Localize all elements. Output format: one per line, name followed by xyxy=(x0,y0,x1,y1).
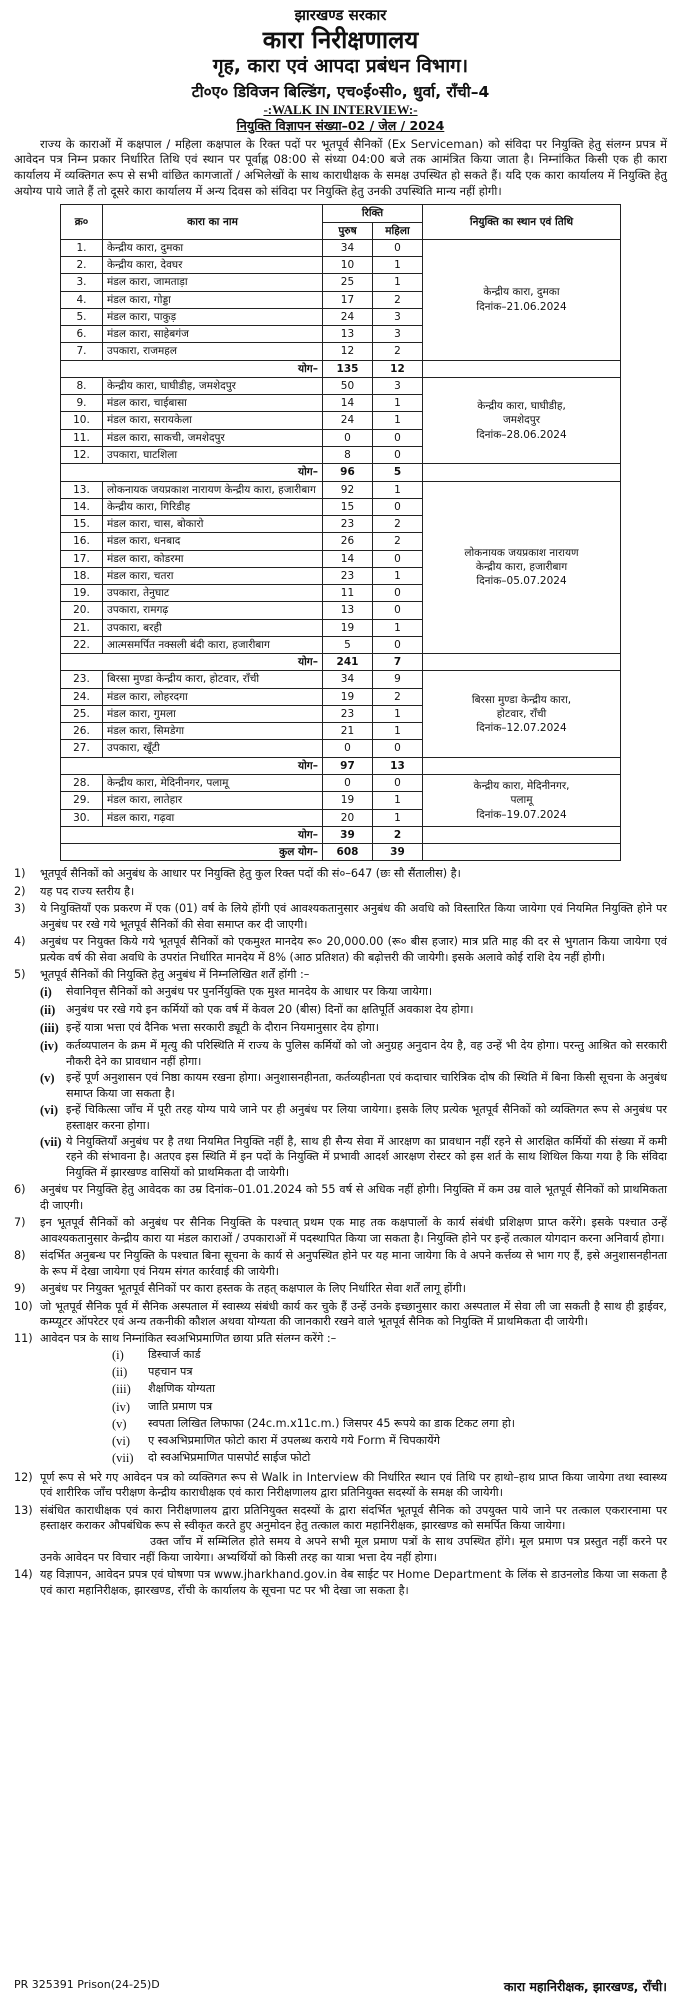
cell-prison-name: केन्द्रीय कारा, दुमका xyxy=(102,239,322,256)
cell-sno: 20. xyxy=(60,602,102,619)
cell-male: 92 xyxy=(322,481,372,498)
term-8: 8) संदर्भित अनुबन्ध पर नियुक्ति के पश्चात बिना सूचना के कार्य से अनुपस्थित होने पर यह माना जायेगा कि वे अपने कर्त्तव्य से भाग गए हैं, इसे अनुशासनहीनता के रूप में देखा जायेगा एवं नियम संगत कार्रवाई की जायेगी। xyxy=(14,1249,667,1278)
cell-male: 20 xyxy=(322,809,372,826)
cell-sno: 1. xyxy=(60,239,102,256)
cell-male: 17 xyxy=(322,291,372,308)
ministry-title: गृह, कारा एवं आपदा प्रबंधन विभाग। xyxy=(212,54,469,77)
cell-sno: 27. xyxy=(60,740,102,757)
terms-list xyxy=(14,866,667,1598)
venue-line: केन्द्रीय कारा, हजारीबाग xyxy=(475,561,568,574)
cell-prison-name: उपकारा, घाटशिला xyxy=(102,446,322,463)
cell-prison-name: मंडल कारा, गुमला xyxy=(102,705,322,722)
term-5-vii: (vii) ये नियुक्तियाँ अनुबंध पर है तथा नियमित नियुक्ति नहीं है, साथ ही सैन्य सेवा में आरक्षण का प्रावधान नहीं रहने से आरक्षित कर्मियों की संख्या में कमी रहने की संभावना है। अतएव इस स्थिति में इन पदों के नियुक्ति में प्रभावी आदर्श आरक्षण रोस्टर को इस शर्त के साथ शिथिल किया गया है कि संविदा नियुक्ति में झारखण्ड वासियों को प्राथमिकता दी जायेगी। xyxy=(40,1134,667,1179)
col-vacancy: रिक्ति xyxy=(322,205,422,222)
signatory: कारा महानिरीक्षक, झारखण्ड, राँची। xyxy=(503,1979,667,1994)
cell-male: 13 xyxy=(322,602,372,619)
subtotal-row xyxy=(60,826,620,843)
cell-sno: 29. xyxy=(60,792,102,809)
term-11: 11) आवेदन पत्र के साथ निम्नांकित स्वअभिप्रमाणित छाया प्रति संलग्न करेंगे :– (i) डिस्चार्ज कार्ड (ii) पहचान पत्र (iii) शैक्षणिक योग्यता (iv) जाति प्रमाण पत्र (v) स्वपता लिखित लिफाफा (24c.m.x11c.m.) जिसपर 45 रूपये का डाक टिकट लगा हो। (vi) ए स्वअभिप्रमाणित फोटो कारा में उपलब्ध कराये गये Form में चिपकायेंगे (vii) दो स्वअभिप्रमाणित पासपोर्ट साईज फोटो xyxy=(14,1331,667,1467)
col-venue: नियुक्ति का स्थान एवं तिथि xyxy=(423,205,621,240)
doc-vii: (vii) दो स्वअभिप्रमाणित पासपोर्ट साईज फोटो xyxy=(112,1451,311,1466)
term-14: 14) यह विज्ञापन, आवेदन प्रपत्र एवं घोषणा पत्र www.jharkhand.gov.in वेब साईट पर Home Department के लिंक से डाउनलोड किया जा सकता है एवं कारा महानिरीक्षक, झारखण्ड, राँची के कार्यालय के सूचना पट पर भी देखा जा सकता है। xyxy=(14,1568,667,1597)
cell-female: 0 xyxy=(372,498,422,515)
term-12: 12) पूर्ण रूप से भरे गए आवेदन पत्र को व्यक्तिगत रूप से Walk in Interview की निर्धारित स्थान एवं तिथि पर हाथो–हाथ प्राप्त किया जायेगा तथा स्वास्थ्य एवं शारीरिक जाँच परीक्षण केन्द्रीय काराधीक्षक एवं कारा निरीक्षणालय द्वारा प्रतिनियुक्त सदस्यों के समक्ष की जायेगी। xyxy=(14,1470,667,1500)
intro-paragraph: राज्य के काराओं में कक्षपाल / महिला कक्षपाल के रिक्त पदों पर भूतपूर्व सैनिकों (Ex Serviceman) को संविदा पर नियुक्ति हेतु संलग्न प्रपत्र में आवेदन पत्र निम्न प्रकार निर्धारित तिथि एवं स्थान पर पूर्वाह्न 08:00 से संध्या 04:00 बजे तक आमंत्रित किया जाता है। निम्नांकित किसी एक ही कारा कार्यालय में व्यक्तिगत रूप से सभी वांछित कागजातों / अभिलेखों के साथ काराधीक्षक के समक्ष उपस्थित हो सकते हैं। यदि एक कारा कार्यालय में नियुक्ति हेतु अयोग्य पाये जाते हैं तो दूसरे कारा कार्यालय में अन्य दिवस को संविदा पर नियुक्ति हेतु उनकी उपस्थिति मान्य नहीं होगी। xyxy=(14,136,667,198)
cell-female: 9 xyxy=(372,671,422,688)
venue-line: पलामू xyxy=(510,794,533,807)
subtotal-blank xyxy=(423,360,621,377)
cell-sno: 2. xyxy=(60,257,102,274)
cell-sno: 7. xyxy=(60,343,102,360)
cell-prison-name: मंडल कारा, लोहरदगा xyxy=(102,688,322,705)
cell-sno: 8. xyxy=(60,377,102,394)
cell-female: 2 xyxy=(372,343,422,360)
venue-line: दिनांक–12.07.2024 xyxy=(476,722,567,735)
cell-female: 1 xyxy=(372,723,422,740)
cell-male: 19 xyxy=(322,792,372,809)
cell-sno: 28. xyxy=(60,775,102,792)
cell-prison-name: केन्द्रीय कारा, गिरिडीह xyxy=(102,498,322,515)
advt-number: नियुक्ति विज्ञापन संख्या–02 / जेल / 2024 xyxy=(236,118,445,134)
grand-total-male: 608 xyxy=(322,844,372,861)
cell-venue xyxy=(423,481,621,654)
walkin-heading: -:WALK IN INTERVIEW:- xyxy=(263,101,418,117)
vacancy-table xyxy=(60,204,621,861)
doc-v: (v) स्वपता लिखित लिफाफा (24c.m.x11c.m.) जिसपर 45 रूपये का डाक टिकट लगा हो। xyxy=(112,1416,515,1431)
cell-prison-name: मंडल कारा, जामताड़ा xyxy=(102,274,322,291)
cell-sno: 18. xyxy=(60,567,102,584)
term-2: 2) यह पद राज्य स्तरीय है। xyxy=(14,884,135,898)
term-5: 5) भूतपूर्व सैनिकों की नियुक्ति हेतु अनुबंध में निम्नलिखित शर्तें होंगी :– (i) सेवानिवृत्त सैनिकों को अनुबंध पर पुनर्नियुक्ति एक मुश्त मानदेय के आधार पर किया जायेगा। (ii) अनुबंध पर रखे गये इन कर्मियों को एक वर्ष में केवल 20 (बीस) दिनों का क्षतिपूर्ति अवकाश देय होगा। (iii) इन्हें यात्रा भत्ता एवं दैनिक भत्ता सरकारी ड्यूटी के दौरान नियमानुसार देय होगा। (iv) कर्तव्यपालन के क्रम में मृत्यु की परिस्थिति में राज्य के पुलिस कर्मियों को जो अनुग्रह अनुदान देय है, वह उन्हें भी देय होगा। परन्तु आश्रित को सरकारी नौकरी देने का प्रावधान नहीं होगा। (v) इन्हें पूर्ण अनुशासन एवं निष्ठा कायम रखना होगा। अनुशासनहीनता, कर्तव्यहीनता एवं कदाचार चारित्रिक दोष की स्थिति में बिना किसी सूचना के अनुबंध समाप्त किया जा सकता है। (vi) इन्हें चिकित्सा जाँच में पूरी तरह योग्य पाये जाने पर ही अनुबंध पर लिया जायेगा। इसके लिए प्रत्येक भूतपूर्व सैनिकों को व्यक्तिगत रूप से अनुबंध पर हस्ताक्षर करना होगा। (vii) ये नियुक्तियाँ अनुबंध पर है तथा नियमित नियुक्ति नहीं है, साथ ही सैन्य सेवा में आरक्षण का प्रावधान नहीं रहने से आरक्षित कर्मियों की संख्या में कमी रहने की संभावना है। अतएव इस स्थिति में इन पदों के नियुक्ति में प्रभावी आदर्श आरक्षण रोस्टर को इस शर्त के साथ शिथिल किया गया है कि संविदा नियुक्ति में झारखण्ड वासियों को प्राथमिकता दी जायेगी। xyxy=(14,968,667,1179)
cell-sno: 16. xyxy=(60,533,102,550)
cell-sno: 19. xyxy=(60,585,102,602)
doc-iii: (iii) शैक्षणिक योग्यता xyxy=(112,1382,216,1397)
cell-prison-name: केन्द्रीय कारा, मेदिनीनगर, पलामू xyxy=(102,775,322,792)
col-prison-name: कारा का नाम xyxy=(102,205,322,240)
cell-sno: 26. xyxy=(60,723,102,740)
subtotal-male: 241 xyxy=(322,654,372,671)
cell-female: 0 xyxy=(372,446,422,463)
cell-venue xyxy=(423,671,621,757)
cell-male: 0 xyxy=(322,429,372,446)
cell-sno: 14. xyxy=(60,498,102,515)
term-1: 1) भूतपूर्व सैनिकों को अनुबंध के आधार पर नियुक्ति हेतु कुल रिक्त पदों की सं०–647 (छः सौ सैंतालीस) है। xyxy=(14,867,461,881)
venue-line: दिनांक–19.07.2024 xyxy=(476,808,567,821)
cell-female: 0 xyxy=(372,585,422,602)
cell-prison-name: मंडल कारा, कोडरमा xyxy=(102,550,322,567)
cell-female: 0 xyxy=(372,602,422,619)
department-title: कारा निरीक्षणालय xyxy=(262,25,419,54)
cell-prison-name: मंडल कारा, चतरा xyxy=(102,567,322,584)
cell-prison-name: उपकारा, रामगढ़ xyxy=(102,602,322,619)
subtotal-blank xyxy=(423,757,621,774)
cell-sno: 9. xyxy=(60,395,102,412)
venue-line: केन्द्रीय कारा, मेदिनीनगर, xyxy=(473,780,570,793)
office-address: टी०ए० डिविजन बिल्डिंग, एच०ई०सी०, धुर्वा, राँची–4 xyxy=(191,82,490,101)
header xyxy=(14,6,667,134)
cell-prison-name: केन्द्रीय कारा, देवघर xyxy=(102,257,322,274)
grand-total-row xyxy=(60,844,620,861)
cell-female: 1 xyxy=(372,274,422,291)
venue-line: दिनांक–21.06.2024 xyxy=(476,300,567,313)
subtotal-label: योग– xyxy=(60,757,322,774)
term-13-note: उक्त जाँच में सम्मिलित होते समय वे अपने सभी मूल प्रमाण पत्रों के साथ उपस्थित होंगे। मूल प्रमाण पत्र प्रस्तुत नहीं करने पर उनके आवेदन पर विचार नहीं किया जायेगा। अभ्यर्थियों को किसी तरह का यात्रा भत्ता देय नहीं होगा। xyxy=(40,1535,667,1564)
doc-ii: (ii) पहचान पत्र xyxy=(112,1365,193,1380)
col-sno: क्र० xyxy=(60,205,102,240)
cell-male: 23 xyxy=(322,705,372,722)
cell-sno: 30. xyxy=(60,809,102,826)
cell-female: 3 xyxy=(372,326,422,343)
cell-male: 5 xyxy=(322,636,372,653)
cell-male: 23 xyxy=(322,516,372,533)
cell-male: 34 xyxy=(322,671,372,688)
subtotal-male: 135 xyxy=(322,360,372,377)
cell-sno: 22. xyxy=(60,636,102,653)
term-4: 4) अनुबंध पर नियुक्त किये गये भूतपूर्व सैनिकों को एकमुश्त मानदेय रू० 20,000.00 (रू० बीस हजार) मात्र प्रति माह की दर से भुगतान किया जायेगा एवं प्रत्येक वर्ष की सेवा अवधि के उपरांत निर्धारित मानदेय में 8% (आठ प्रतिशत) की बढ़ोत्तरी की जायेगी। इसके अलावे कोई राशि देय नहीं होगी। xyxy=(14,935,667,964)
subtotal-row xyxy=(60,360,620,377)
cell-female: 0 xyxy=(372,775,422,792)
cell-prison-name: उपकारा, बरही xyxy=(102,619,322,636)
cell-female: 0 xyxy=(372,740,422,757)
cell-female: 2 xyxy=(372,291,422,308)
cell-male: 0 xyxy=(322,775,372,792)
cell-male: 26 xyxy=(322,533,372,550)
table-row xyxy=(60,775,620,792)
cell-sno: 12. xyxy=(60,446,102,463)
cell-venue xyxy=(423,775,621,827)
cell-prison-name: मंडल कारा, सिमडेगा xyxy=(102,723,322,740)
subtotal-female: 5 xyxy=(372,464,422,481)
subtotal-female: 13 xyxy=(372,757,422,774)
cell-male: 8 xyxy=(322,446,372,463)
subtotal-female: 7 xyxy=(372,654,422,671)
cell-female: 1 xyxy=(372,481,422,498)
cell-female: 1 xyxy=(372,705,422,722)
cell-sno: 3. xyxy=(60,274,102,291)
term-5-ii: (ii) अनुबंध पर रखे गये इन कर्मियों को एक वर्ष में केवल 20 (बीस) दिनों का क्षतिपूर्ति अवकाश देय होगा। xyxy=(40,1002,474,1017)
cell-male: 12 xyxy=(322,343,372,360)
subtotal-blank xyxy=(423,826,621,843)
col-female: महिला xyxy=(372,222,422,239)
subtotal-label: योग– xyxy=(60,826,322,843)
term-5-vi: (vi) इन्हें चिकित्सा जाँच में पूरी तरह योग्य पाये जाने पर ही अनुबंध पर लिया जायेगा। इसके लिए प्रत्येक भूतपूर्व सैनिकों को व्यक्तिगत रूप से अनुबंध पर हस्ताक्षर करना होगा। xyxy=(40,1103,667,1132)
term-5-i: (i) सेवानिवृत्त सैनिकों को अनुबंध पर पुनर्नियुक्ति एक मुश्त मानदेय के आधार पर किया जायेगा। xyxy=(40,984,433,999)
cell-male: 0 xyxy=(322,740,372,757)
venue-line: केन्द्रीय कारा, घाघीडीह, xyxy=(477,400,566,413)
cell-sno: 15. xyxy=(60,516,102,533)
cell-prison-name: बिरसा मुण्डा केन्द्रीय कारा, होटवार, राँची xyxy=(102,671,322,688)
cell-female: 1 xyxy=(372,395,422,412)
subtotal-male: 96 xyxy=(322,464,372,481)
cell-female: 1 xyxy=(372,257,422,274)
cell-female: 2 xyxy=(372,688,422,705)
term-9: 9) अनुबंध पर नियुक्त भूतपूर्व सैनिकों पर कारा हस्तक के तहत् कक्षपाल के लिए निर्धारित सेवा शर्तें लागू होंगी। xyxy=(14,1282,466,1296)
cell-sno: 11. xyxy=(60,429,102,446)
cell-male: 14 xyxy=(322,550,372,567)
cell-male: 24 xyxy=(322,308,372,325)
cell-sno: 24. xyxy=(60,688,102,705)
cell-female: 0 xyxy=(372,429,422,446)
grand-total-blank xyxy=(423,844,621,861)
cell-prison-name: मंडल कारा, गोड्डा xyxy=(102,291,322,308)
cell-prison-name: लोकनायक जयप्रकाश नारायण केन्द्रीय कारा, हजारीबाग xyxy=(102,481,322,498)
doc-vi: (vi) ए स्वअभिप्रमाणित फोटो कारा में उपलब्ध कराये गये Form में चिपकायेंगे xyxy=(112,1434,440,1449)
cell-female: 3 xyxy=(372,308,422,325)
cell-prison-name: मंडल कारा, चास, बोकारो xyxy=(102,516,322,533)
subtotal-label: योग– xyxy=(60,654,322,671)
subtotal-female: 2 xyxy=(372,826,422,843)
cell-female: 0 xyxy=(372,636,422,653)
subtotal-blank xyxy=(423,464,621,481)
table-row xyxy=(60,239,620,256)
cell-male: 10 xyxy=(322,257,372,274)
doc-i: (i) डिस्चार्ज कार्ड xyxy=(112,1347,201,1362)
cell-prison-name: मंडल कारा, पाकुड़ xyxy=(102,308,322,325)
cell-sno: 25. xyxy=(60,705,102,722)
subtotal-row xyxy=(60,757,620,774)
subtotal-row xyxy=(60,654,620,671)
cell-prison-name: मंडल कारा, सरायकेला xyxy=(102,412,322,429)
subtotal-male: 39 xyxy=(322,826,372,843)
cell-female: 0 xyxy=(372,239,422,256)
cell-female: 2 xyxy=(372,533,422,550)
cell-male: 14 xyxy=(322,395,372,412)
cell-sno: 17. xyxy=(60,550,102,567)
subtotal-label: योग– xyxy=(60,464,322,481)
venue-line: बिरसा मुण्डा केन्द्रीय कारा, xyxy=(471,693,572,706)
cell-male: 13 xyxy=(322,326,372,343)
table-row xyxy=(60,671,620,688)
govt-name: झारखण्ड सरकार xyxy=(294,6,387,24)
term-5-iii: (iii) इन्हें यात्रा भत्ता एवं दैनिक भत्ता सरकारी ड्यूटी के दौरान नियमानुसार देय होगा। xyxy=(40,1021,379,1036)
cell-female: 3 xyxy=(372,377,422,394)
cell-prison-name: आत्मसमर्पित नक्सली बंदी कारा, हजारीबाग xyxy=(102,636,322,653)
cell-male: 11 xyxy=(322,585,372,602)
venue-line: होटवार, राँची xyxy=(496,707,547,720)
cell-sno: 6. xyxy=(60,326,102,343)
cell-male: 23 xyxy=(322,567,372,584)
cell-prison-name: केन्द्रीय कारा, घाघीडीह, जमशेदपुर xyxy=(102,377,322,394)
cell-male: 50 xyxy=(322,377,372,394)
col-male: पुरुष xyxy=(322,222,372,239)
cell-female: 1 xyxy=(372,412,422,429)
cell-male: 19 xyxy=(322,619,372,636)
cell-prison-name: मंडल कारा, साहेबगंज xyxy=(102,326,322,343)
term-7: 7) इन भूतपूर्व सैनिकों को अनुबंध पर सैनिक नियुक्ति के पश्चात् प्रथम एक माह तक कक्षपालों के कार्य संबंधी प्रशिक्षण प्राप्त करेंगे। इसके पश्चात उन्हें आवश्यकतानुसार केन्द्रीय कारा या मंडल काराओं / उपकाराओं में पदस्थापित किया जा सकता है। नियुक्ति होने पर इन्हें तत्काल योगदान करना अनिवार्य होगा। xyxy=(14,1216,667,1245)
term-3: 3) ये नियुक्तियाँ एक प्रकरण में एक (01) वर्ष के लिये होंगी एवं आवश्यकतानुसार अनुबंध की अवधि को विस्तारित किया जायेगा एवं नियमित नियुक्ति होने पर अनुबंध पर रखे गये भूतपूर्व सैनिकों की सेवा समाप्त कर दी जाएगी। xyxy=(14,902,667,931)
subtotal-row xyxy=(60,464,620,481)
term-6: 6) अनुबंध पर नियुक्ति हेतु आवेदक का उम्र दिनांक–01.01.2024 को 55 वर्ष से अधिक नहीं होगी। नियुक्ति में कम उम्र वाले भूतपूर्व सैनिकों को प्राथमिकता दी जाएगी। xyxy=(14,1183,667,1212)
vacancy-table-body xyxy=(60,239,620,861)
cell-prison-name: मंडल कारा, लातेहार xyxy=(102,792,322,809)
term-10: 10) जो भूतपूर्व सैनिक पूर्व में सैनिक अस्पताल में स्वास्थ्य संबंधी कार्य कर चुके हैं उन्हें उनके इच्छानुसार कारा अस्पताल में सेवा ली जा सकती है साथ ही ड्राईवर, कम्प्यूटर ऑपरेटर एवं अन्य तकनीकी कौशल अथवा योग्यता की जानकारी रखने वाले भूतपूर्व सैनिक को नियुक्ति में प्राथमिकता दी जायेगी। xyxy=(14,1299,667,1328)
term-5-iv: (iv) कर्तव्यपालन के क्रम में मृत्यु की परिस्थिति में राज्य के पुलिस कर्मियों को जो अनुग्रह अनुदान देय है, वह उन्हें भी देय होगा। परन्तु आश्रित को सरकारी नौकरी देने का प्रावधान नहीं होगा। xyxy=(40,1039,667,1068)
grand-total-label: कुल योग– xyxy=(60,844,322,861)
cell-female: 2 xyxy=(372,516,422,533)
cell-venue xyxy=(423,239,621,360)
cell-female: 1 xyxy=(372,792,422,809)
cell-prison-name: मंडल कारा, धनबाद xyxy=(102,533,322,550)
venue-line: जमशेदपुर xyxy=(502,414,541,427)
subtotal-female: 12 xyxy=(372,360,422,377)
cell-male: 34 xyxy=(322,239,372,256)
cell-male: 15 xyxy=(322,498,372,515)
pr-number: PR 325391 Prison(24-25)D xyxy=(14,1978,160,1991)
cell-sno: 10. xyxy=(60,412,102,429)
cell-sno: 5. xyxy=(60,308,102,325)
term-13: 13) संबंधित काराधीक्षक एवं कारा निरीक्षणालय द्वारा प्रतिनियुक्त सदस्यों के द्वारा संदर्भित भूतपूर्व सैनिक को उपयुक्त पाये जाने पर तत्काल एकरारनामा पर हस्ताक्षर कराकर औपबंधिक रूप से स्वीकृत करते हुए अनुमोदन हेतु तत्काल कारा महानिरीक्षक, झारखण्ड को समर्पित किया जायेगा। उक्त जाँच में सम्मिलित होते समय वे अपने सभी मूल प्रमाण पत्रों के साथ उपस्थित होंगे। मूल प्रमाण पत्र प्रस्तुत नहीं करने पर उनके आवेदन पर विचार नहीं किया जायेगा। अभ्यर्थियों को किसी तरह का यात्रा भत्ता देय नहीं होगा। xyxy=(14,1503,667,1564)
cell-female: 1 xyxy=(372,567,422,584)
table-row xyxy=(60,481,620,498)
cell-prison-name: उपकारा, खूँटी xyxy=(102,740,322,757)
cell-sno: 23. xyxy=(60,671,102,688)
cell-sno: 4. xyxy=(60,291,102,308)
cell-male: 21 xyxy=(322,723,372,740)
term-5-v: (v) इन्हें पूर्ण अनुशासन एवं निष्ठा कायम रखना होगा। अनुशासनहीनता, कर्तव्यहीनता एवं कदाचार चारित्रिक दोष की स्थिति में बिना किसी सूचना के अनुबंध समाप्त किया जा सकता है। xyxy=(40,1071,667,1100)
subtotal-male: 97 xyxy=(322,757,372,774)
cell-female: 1 xyxy=(372,809,422,826)
cell-prison-name: मंडल कारा, चाईबासा xyxy=(102,395,322,412)
cell-sno: 21. xyxy=(60,619,102,636)
cell-prison-name: उपकारा, तेनुघाट xyxy=(102,585,322,602)
cell-venue xyxy=(423,377,621,463)
venue-line: केन्द्रीय कारा, दुमका xyxy=(483,286,560,299)
cell-prison-name: उपकारा, राजमहल xyxy=(102,343,322,360)
cell-female: 1 xyxy=(372,619,422,636)
table-row xyxy=(60,377,620,394)
cell-male: 24 xyxy=(322,412,372,429)
cell-prison-name: मंडल कारा, गढ़वा xyxy=(102,809,322,826)
cell-male: 19 xyxy=(322,688,372,705)
doc-iv: (iv) जाति प्रमाण पत्र xyxy=(112,1399,213,1414)
cell-sno: 13. xyxy=(60,481,102,498)
venue-line: दिनांक–05.07.2024 xyxy=(476,575,567,588)
venue-line: दिनांक–28.06.2024 xyxy=(476,428,567,441)
cell-female: 0 xyxy=(372,550,422,567)
cell-male: 25 xyxy=(322,274,372,291)
subtotal-blank xyxy=(423,654,621,671)
venue-line: लोकनायक जयप्रकाश नारायण xyxy=(464,546,579,559)
cell-prison-name: मंडल कारा, साकची, जमशेदपुर xyxy=(102,429,322,446)
grand-total-female: 39 xyxy=(372,844,422,861)
subtotal-label: योग– xyxy=(60,360,322,377)
footer xyxy=(14,1978,667,1995)
